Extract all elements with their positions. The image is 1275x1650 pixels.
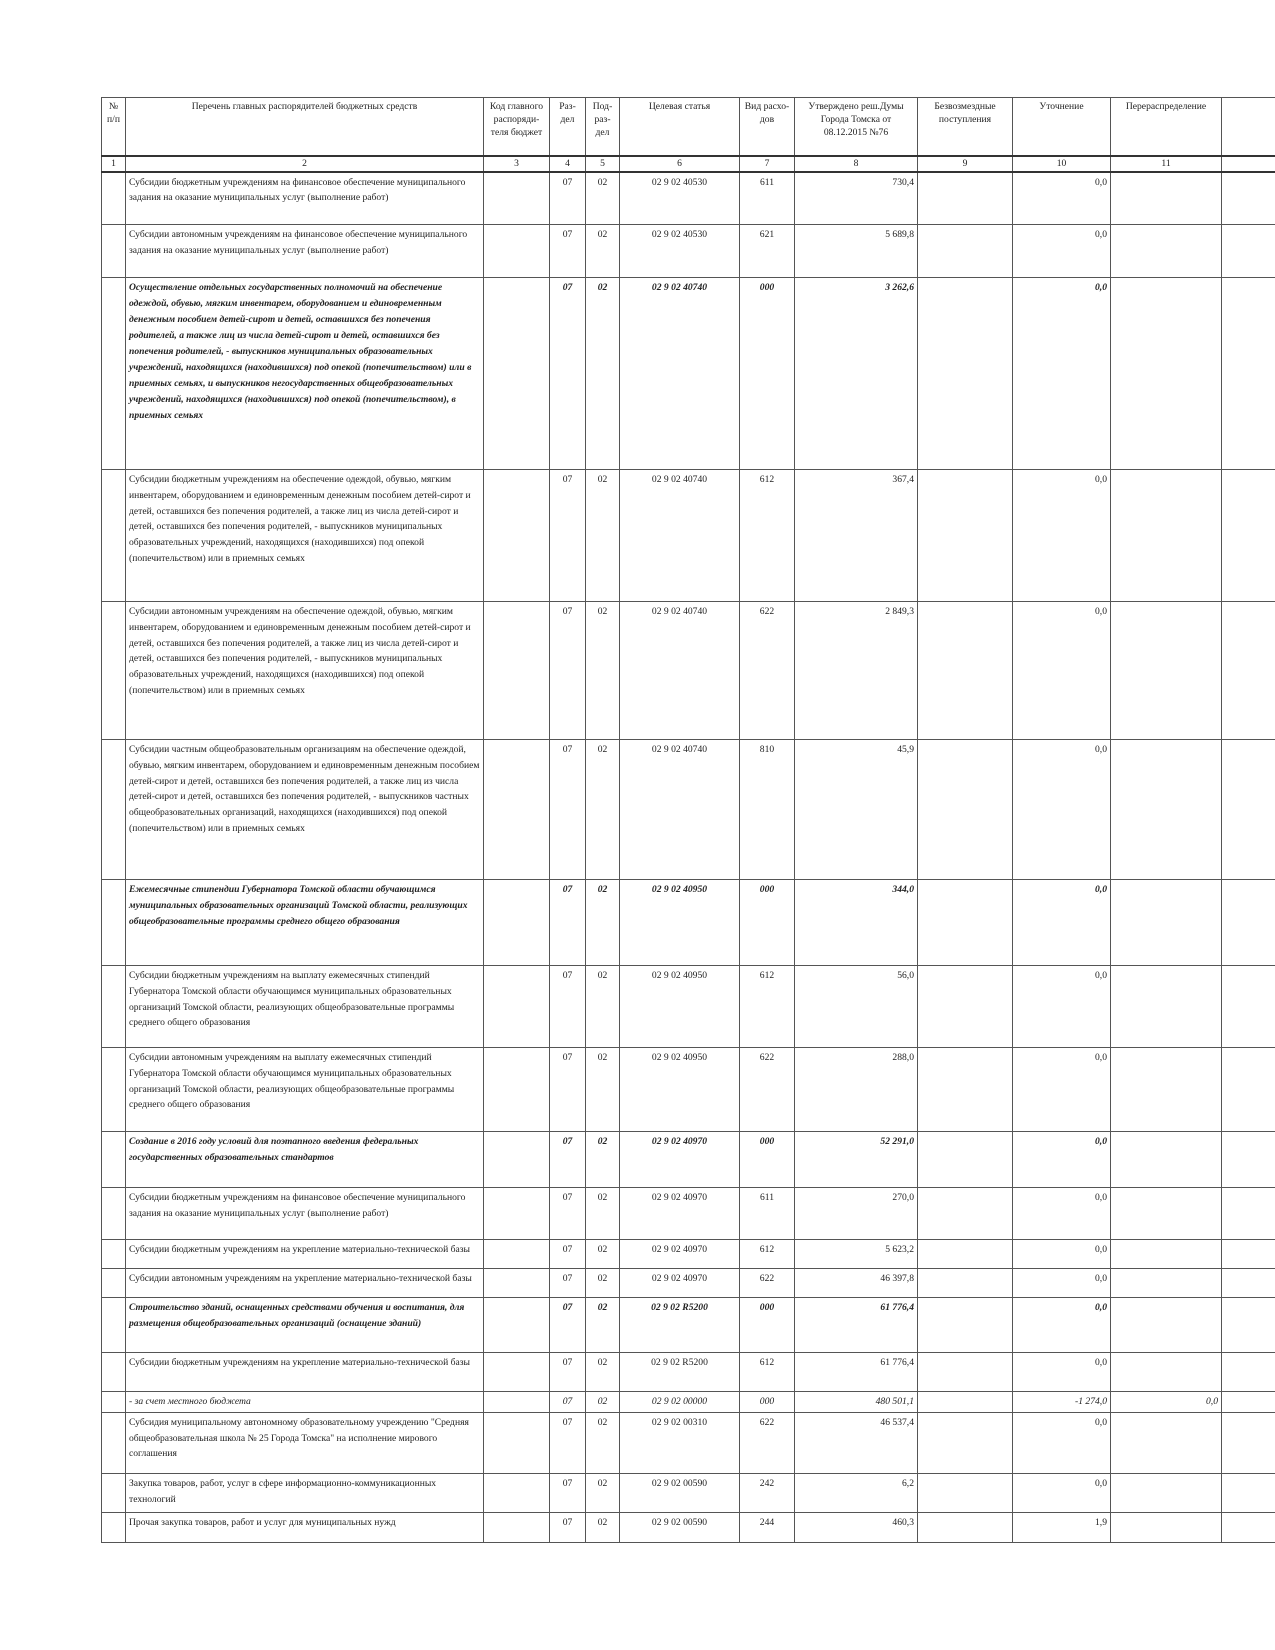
row-approved: 367,4 — [795, 470, 918, 602]
row-number — [102, 1392, 126, 1413]
row-perer — [1111, 1298, 1222, 1353]
row-bezvozm — [918, 1298, 1013, 1353]
row-main-code — [484, 740, 550, 880]
row-approved: 45,9 — [795, 740, 918, 880]
row-razdel: 07 — [550, 225, 586, 278]
row-bezvozm — [918, 1412, 1013, 1473]
row-target-code: 02 9 02 40950 — [620, 880, 740, 966]
row-target-code: 02 9 02 00000 — [620, 1392, 740, 1413]
row-perer — [1111, 1188, 1222, 1240]
row-name: Субсидии бюджетным учреждениям на финансовое обеспечение муниципального задания на оказание муниципальных услуг (выполнение работ) — [126, 1188, 484, 1240]
row-podrazdel: 02 — [586, 172, 620, 225]
row-main-code — [484, 278, 550, 470]
row-main-code — [484, 1512, 550, 1542]
row-number — [102, 1473, 126, 1512]
row-name: Субсидии автономным учреждениям на выплату ежемесячных стипендий Губернатора Томской области обучающимся муниципальных образовательных организаций Томской области, реализующих общеобразовательные программы среднего общего образования — [126, 1048, 484, 1132]
row-razdel: 07 — [550, 1412, 586, 1473]
row-bezvozm — [918, 172, 1013, 225]
row-target-code: 02 9 02 40970 — [620, 1240, 740, 1269]
row-podrazdel: 02 — [586, 225, 620, 278]
row-name: Субсидии частным общеобразовательным организациям на обеспечение одеждой, обувью, мягким инвентарем, оборудованием и единовременным денежным пособием детей-сирот и детей, оставшихся без попечения родителей, а также лиц из числа детей-сирот и детей, оставшихся без попечения родителей, - выпускников частных общеобразовательных организаций, находящихся (находившихся) под опекой (попечительством) или в приемных семьях — [126, 740, 484, 880]
row-approved: 46 537,4 — [795, 1412, 918, 1473]
row-extra — [1222, 278, 1275, 470]
row-approved: 270,0 — [795, 1188, 918, 1240]
table-row — [102, 470, 1275, 602]
header-bezvozm: Безвозмездные поступления — [918, 98, 1013, 156]
colnum: 4 — [550, 156, 586, 172]
row-razdel: 07 — [550, 1188, 586, 1240]
row-razdel: 07 — [550, 966, 586, 1048]
row-target-code: 02 9 02 40970 — [620, 1132, 740, 1188]
row-approved: 460,3 — [795, 1512, 918, 1542]
row-extra — [1222, 880, 1275, 966]
row-perer — [1111, 1412, 1222, 1473]
row-vid: 244 — [740, 1512, 795, 1542]
row-perer — [1111, 278, 1222, 470]
row-target-code: 02 9 02 40740 — [620, 278, 740, 470]
row-bezvozm — [918, 966, 1013, 1048]
colnum: 2 — [126, 156, 484, 172]
row-utoch: 0,0 — [1013, 1298, 1111, 1353]
header-target: Целевая статья — [620, 98, 740, 156]
row-vid: 242 — [740, 1473, 795, 1512]
row-bezvozm — [918, 278, 1013, 470]
header-utoch: Уточнение — [1013, 98, 1111, 156]
row-perer — [1111, 966, 1222, 1048]
row-main-code — [484, 602, 550, 740]
row-utoch: 0,0 — [1013, 172, 1111, 225]
row-razdel: 07 — [550, 470, 586, 602]
row-number — [102, 740, 126, 880]
colnum: 10 — [1013, 156, 1111, 172]
row-main-code — [484, 1188, 550, 1240]
row-target-code: 02 9 02 00590 — [620, 1512, 740, 1542]
row-bezvozm — [918, 1132, 1013, 1188]
row-perer — [1111, 1353, 1222, 1392]
row-bezvozm — [918, 1269, 1013, 1298]
row-extra — [1222, 966, 1275, 1048]
row-main-code — [484, 880, 550, 966]
row-razdel: 07 — [550, 740, 586, 880]
row-razdel: 07 — [550, 1048, 586, 1132]
row-bezvozm — [918, 880, 1013, 966]
row-podrazdel: 02 — [586, 1298, 620, 1353]
row-utoch: 0,0 — [1013, 1353, 1111, 1392]
row-podrazdel: 02 — [586, 1048, 620, 1132]
row-bezvozm — [918, 1048, 1013, 1132]
row-perer — [1111, 1132, 1222, 1188]
row-extra — [1222, 1132, 1275, 1188]
row-bezvozm — [918, 1353, 1013, 1392]
row-name: Создание в 2016 году условий для поэтапного введения федеральных государственных образовательных стандартов — [126, 1132, 484, 1188]
row-number — [102, 602, 126, 740]
row-bezvozm — [918, 1392, 1013, 1413]
row-number — [102, 1353, 126, 1392]
table-row — [102, 225, 1275, 278]
row-main-code — [484, 1048, 550, 1132]
row-vid: 611 — [740, 172, 795, 225]
row-approved: 288,0 — [795, 1048, 918, 1132]
row-podrazdel: 02 — [586, 966, 620, 1048]
row-target-code: 02 9 02 40950 — [620, 1048, 740, 1132]
row-perer — [1111, 1512, 1222, 1542]
row-extra — [1222, 1298, 1275, 1353]
row-target-code: 02 9 02 R5200 — [620, 1298, 740, 1353]
row-vid: 612 — [740, 1353, 795, 1392]
row-bezvozm — [918, 470, 1013, 602]
row-utoch: 0,0 — [1013, 1473, 1111, 1512]
row-bezvozm — [918, 602, 1013, 740]
row-utoch: 0,0 — [1013, 1132, 1111, 1188]
row-approved: 56,0 — [795, 966, 918, 1048]
row-bezvozm — [918, 225, 1013, 278]
table-row — [102, 278, 1275, 470]
row-extra — [1222, 1240, 1275, 1269]
row-name: Субсидии бюджетным учреждениям на финансовое обеспечение муниципального задания на оказание муниципальных услуг (выполнение работ) — [126, 172, 484, 225]
row-podrazdel: 02 — [586, 1512, 620, 1542]
row-podrazdel: 02 — [586, 1392, 620, 1413]
table-header — [102, 98, 1275, 156]
row-perer — [1111, 172, 1222, 225]
header-num: № п/п — [102, 98, 126, 156]
row-extra — [1222, 740, 1275, 880]
row-target-code: 02 9 02 40530 — [620, 172, 740, 225]
row-name: Субсидии автономным учреждениям на обеспечение одеждой, обувью, мягким инвентарем, оборудованием и единовременным денежным пособием детей-сирот и детей, оставшихся без попечения родителей, а также лиц из числа детей-сирот и детей, оставшихся без попечения родителей, - выпускников муниципальных образовательных учреждений, находящихся (находившихся) под опекой (попечительством) или в приемных семьях — [126, 602, 484, 740]
row-name: Субсидия муниципальному автономному образовательному учреждению "Средняя общеобразовательная школа № 25 Города Томска" на исполнение мирового соглашения — [126, 1412, 484, 1473]
row-razdel: 07 — [550, 278, 586, 470]
budget-table — [101, 97, 1275, 1543]
row-perer: 0,0 — [1111, 1392, 1222, 1413]
row-main-code — [484, 1473, 550, 1512]
row-main-code — [484, 1132, 550, 1188]
row-razdel: 07 — [550, 1473, 586, 1512]
row-utoch: 0,0 — [1013, 602, 1111, 740]
row-number — [102, 1132, 126, 1188]
colnum: 1 — [102, 156, 126, 172]
row-number — [102, 1512, 126, 1542]
header-extra — [1222, 98, 1275, 156]
row-extra — [1222, 225, 1275, 278]
row-extra — [1222, 172, 1275, 225]
row-main-code — [484, 172, 550, 225]
row-vid: 622 — [740, 602, 795, 740]
row-approved: 52 291,0 — [795, 1132, 918, 1188]
row-utoch: 0,0 — [1013, 225, 1111, 278]
row-extra — [1222, 1392, 1275, 1413]
row-perer — [1111, 1240, 1222, 1269]
column-number-row — [102, 156, 1275, 172]
row-number — [102, 966, 126, 1048]
row-podrazdel: 02 — [586, 1269, 620, 1298]
row-target-code: 02 9 02 40970 — [620, 1269, 740, 1298]
row-target-code: 02 9 02 40530 — [620, 225, 740, 278]
header-code: Код главного распоряди-теля бюджет — [484, 98, 550, 156]
table-row — [102, 966, 1275, 1048]
row-approved: 46 397,8 — [795, 1269, 918, 1298]
row-approved: 6,2 — [795, 1473, 918, 1512]
row-bezvozm — [918, 1240, 1013, 1269]
table-row — [102, 1412, 1275, 1473]
row-podrazdel: 02 — [586, 1240, 620, 1269]
row-extra — [1222, 602, 1275, 740]
row-target-code: 02 9 02 40950 — [620, 966, 740, 1048]
row-podrazdel: 02 — [586, 1473, 620, 1512]
row-number — [102, 172, 126, 225]
row-utoch: 0,0 — [1013, 880, 1111, 966]
header-row — [102, 98, 1275, 156]
row-target-code: 02 9 02 40970 — [620, 1188, 740, 1240]
colnum: 9 — [918, 156, 1013, 172]
row-main-code — [484, 966, 550, 1048]
row-target-code: 02 9 02 R5200 — [620, 1353, 740, 1392]
header-approved: Утверждено реш.Думы Города Томска от 08.12.2015 №76 — [795, 98, 918, 156]
row-name: Субсидии автономным учреждениям на финансовое обеспечение муниципального задания на оказание муниципальных услуг (выполнение работ) — [126, 225, 484, 278]
table-row — [102, 1188, 1275, 1240]
row-extra — [1222, 1473, 1275, 1512]
row-number — [102, 1240, 126, 1269]
row-name: Осуществление отдельных государственных полномочий на обеспечение одеждой, обувью, мягким инвентарем, оборудованием и единовременным денежным пособием детей-сирот и детей, оставшихся без попечения родителей, а также лиц из числа детей-сирот и детей, оставшихся без попечения родителей, - выпускников муниципальных образовательных учреждений, находящихся (находившихся) под опекой (попечительством) или в приемных семьях, и выпускников негосударственных общеобразовательных учреждений, находящихся (находившихся) под опекой (попечительством), в приемных семьях — [126, 278, 484, 470]
row-target-code: 02 9 02 40740 — [620, 740, 740, 880]
row-extra — [1222, 1048, 1275, 1132]
row-utoch: 0,0 — [1013, 966, 1111, 1048]
row-number — [102, 1298, 126, 1353]
row-approved: 61 776,4 — [795, 1298, 918, 1353]
table-row — [102, 880, 1275, 966]
row-utoch: 0,0 — [1013, 470, 1111, 602]
row-name: Субсидии бюджетным учреждениям на обеспечение одеждой, обувью, мягким инвентарем, оборудованием и единовременным денежным пособием детей-сирот и детей, оставшихся без попечения родителей, а также лиц из числа детей-сирот и детей, оставшихся без попечения родителей, - выпускников муниципальных образовательных учреждений, находящихся (находившихся) под опекой (попечительством) или в приемных семьях — [126, 470, 484, 602]
row-name: - за счет местного бюджета — [126, 1392, 484, 1413]
row-utoch: 0,0 — [1013, 1412, 1111, 1473]
row-bezvozm — [918, 1473, 1013, 1512]
row-name: Строительство зданий, оснащенных средствами обучения и воспитания, для размещения общеобразовательных организаций (оснащение зданий) — [126, 1298, 484, 1353]
row-extra — [1222, 1512, 1275, 1542]
row-podrazdel: 02 — [586, 740, 620, 880]
table-row — [102, 1048, 1275, 1132]
row-utoch: 1,9 — [1013, 1512, 1111, 1542]
row-vid: 000 — [740, 880, 795, 966]
row-number — [102, 470, 126, 602]
row-extra — [1222, 1412, 1275, 1473]
row-vid: 612 — [740, 1240, 795, 1269]
header-name: Перечень главных распорядителей бюджетных средств — [126, 98, 484, 156]
row-target-code: 02 9 02 00590 — [620, 1473, 740, 1512]
row-approved: 61 776,4 — [795, 1353, 918, 1392]
row-name: Субсидии автономным учреждениям на укрепление материально-технической базы — [126, 1269, 484, 1298]
row-approved: 5 689,8 — [795, 225, 918, 278]
table-row — [102, 1132, 1275, 1188]
row-vid: 612 — [740, 966, 795, 1048]
colnum: 11 — [1111, 156, 1222, 172]
row-razdel: 07 — [550, 1512, 586, 1542]
row-number — [102, 1412, 126, 1473]
colnum: 5 — [586, 156, 620, 172]
row-utoch: 0,0 — [1013, 278, 1111, 470]
row-perer — [1111, 1473, 1222, 1512]
row-utoch: 0,0 — [1013, 1048, 1111, 1132]
table-row — [102, 1392, 1275, 1413]
row-podrazdel: 02 — [586, 470, 620, 602]
row-vid: 612 — [740, 470, 795, 602]
row-vid: 622 — [740, 1048, 795, 1132]
table-row — [102, 1269, 1275, 1298]
row-podrazdel: 02 — [586, 880, 620, 966]
row-podrazdel: 02 — [586, 278, 620, 470]
row-main-code — [484, 225, 550, 278]
row-number — [102, 1048, 126, 1132]
row-utoch: -1 274,0 — [1013, 1392, 1111, 1413]
row-razdel: 07 — [550, 1269, 586, 1298]
row-vid: 000 — [740, 278, 795, 470]
row-vid: 611 — [740, 1188, 795, 1240]
colnum: 3 — [484, 156, 550, 172]
row-podrazdel: 02 — [586, 1132, 620, 1188]
row-approved: 2 849,3 — [795, 602, 918, 740]
row-razdel: 07 — [550, 880, 586, 966]
row-name: Субсидии бюджетным учреждениям на укрепление материально-технической базы — [126, 1240, 484, 1269]
row-approved: 344,0 — [795, 880, 918, 966]
row-razdel: 07 — [550, 1132, 586, 1188]
row-target-code: 02 9 02 40740 — [620, 602, 740, 740]
row-bezvozm — [918, 740, 1013, 880]
header-podrazdel: Под-раз-дел — [586, 98, 620, 156]
row-perer — [1111, 470, 1222, 602]
row-razdel: 07 — [550, 1353, 586, 1392]
row-vid: 621 — [740, 225, 795, 278]
header-perer: Перераспределение — [1111, 98, 1222, 156]
row-extra — [1222, 1269, 1275, 1298]
row-name: Ежемесячные стипендии Губернатора Томской области обучающимся муниципальных образовательных организаций Томской области, реализующих общеобразовательные программы среднего общего образования — [126, 880, 484, 966]
row-number — [102, 1269, 126, 1298]
table-row — [102, 740, 1275, 880]
row-utoch: 0,0 — [1013, 1269, 1111, 1298]
row-vid: 810 — [740, 740, 795, 880]
row-vid: 000 — [740, 1392, 795, 1413]
row-approved: 480 501,1 — [795, 1392, 918, 1413]
row-main-code — [484, 1269, 550, 1298]
row-approved: 3 262,6 — [795, 278, 918, 470]
row-utoch: 0,0 — [1013, 740, 1111, 880]
row-vid: 000 — [740, 1132, 795, 1188]
table-row — [102, 172, 1275, 225]
row-main-code — [484, 1298, 550, 1353]
row-razdel: 07 — [550, 1298, 586, 1353]
row-razdel: 07 — [550, 1392, 586, 1413]
row-number — [102, 880, 126, 966]
row-number — [102, 278, 126, 470]
row-main-code — [484, 1240, 550, 1269]
row-main-code — [484, 1392, 550, 1413]
row-extra — [1222, 470, 1275, 602]
table-row — [102, 1353, 1275, 1392]
row-name: Прочая закупка товаров, работ и услуг для муниципальных нужд — [126, 1512, 484, 1542]
table-body — [102, 156, 1275, 1543]
colnum: 7 — [740, 156, 795, 172]
row-perer — [1111, 602, 1222, 740]
row-name: Субсидии бюджетным учреждениям на выплату ежемесячных стипендий Губернатора Томской области обучающимся муниципальных образовательных организаций Томской области, реализующих общеобразовательные программы среднего общего образования — [126, 966, 484, 1048]
row-podrazdel: 02 — [586, 1188, 620, 1240]
table-row — [102, 1512, 1275, 1542]
row-podrazdel: 02 — [586, 1412, 620, 1473]
row-name: Субсидии бюджетным учреждениям на укрепление материально-технической базы — [126, 1353, 484, 1392]
row-bezvozm — [918, 1188, 1013, 1240]
table-row — [102, 1473, 1275, 1512]
row-main-code — [484, 1412, 550, 1473]
row-perer — [1111, 740, 1222, 880]
row-target-code: 02 9 02 00310 — [620, 1412, 740, 1473]
table-row — [102, 1240, 1275, 1269]
colnum: 6 — [620, 156, 740, 172]
table-row — [102, 1298, 1275, 1353]
row-number — [102, 1188, 126, 1240]
row-perer — [1111, 880, 1222, 966]
row-razdel: 07 — [550, 1240, 586, 1269]
row-target-code: 02 9 02 40740 — [620, 470, 740, 602]
row-podrazdel: 02 — [586, 1353, 620, 1392]
header-vid: Вид расхо-дов — [740, 98, 795, 156]
row-perer — [1111, 1048, 1222, 1132]
row-extra — [1222, 1353, 1275, 1392]
row-utoch: 0,0 — [1013, 1188, 1111, 1240]
row-main-code — [484, 1353, 550, 1392]
row-utoch: 0,0 — [1013, 1240, 1111, 1269]
row-perer — [1111, 225, 1222, 278]
row-name: Закупка товаров, работ, услуг в сфере информационно-коммуникационных технологий — [126, 1473, 484, 1512]
row-vid: 622 — [740, 1412, 795, 1473]
row-extra — [1222, 1188, 1275, 1240]
table-row — [102, 602, 1275, 740]
colnum — [1222, 156, 1275, 172]
row-approved: 730,4 — [795, 172, 918, 225]
row-razdel: 07 — [550, 602, 586, 740]
row-main-code — [484, 470, 550, 602]
row-number — [102, 225, 126, 278]
row-perer — [1111, 1269, 1222, 1298]
header-razdel: Раз-дел — [550, 98, 586, 156]
row-vid: 000 — [740, 1298, 795, 1353]
row-podrazdel: 02 — [586, 602, 620, 740]
colnum: 8 — [795, 156, 918, 172]
row-approved: 5 623,2 — [795, 1240, 918, 1269]
row-vid: 622 — [740, 1269, 795, 1298]
row-bezvozm — [918, 1512, 1013, 1542]
row-razdel: 07 — [550, 172, 586, 225]
